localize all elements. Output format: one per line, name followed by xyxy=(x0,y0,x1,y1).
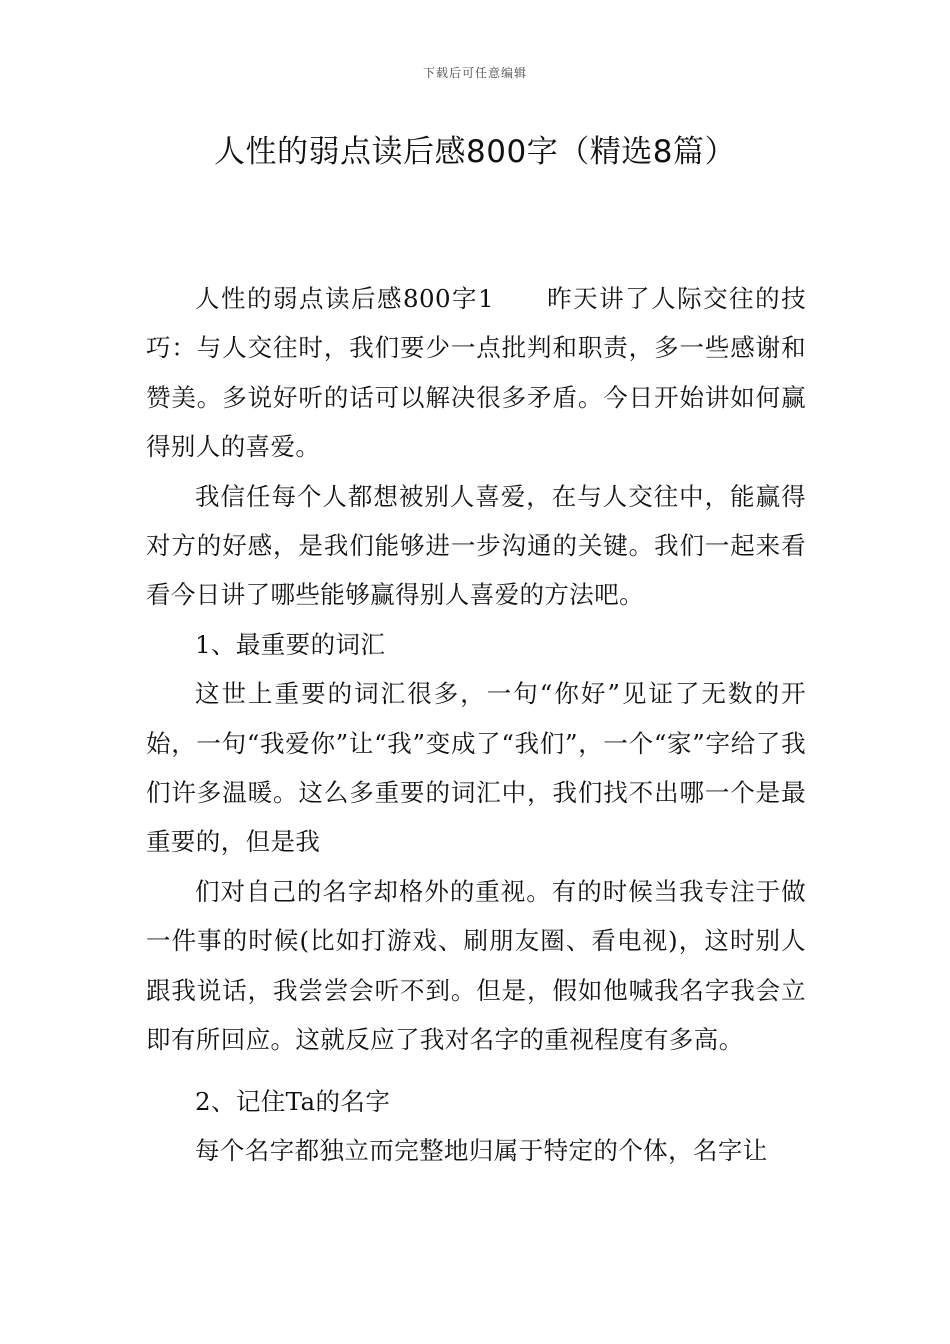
paragraph: 人性的弱点读后感800字1 昨天讲了人际交往的技巧：与人交往时，我们要少一点批判和职责，多一些感谢和赞美。多说好听的话可以解决很多矛盾。今日开始讲如何赢得别人的喜爱。 xyxy=(146,284,806,462)
document-body xyxy=(146,274,806,1175)
paragraph: 每个名字都独立而完整地归属于特定的个体，名字让 xyxy=(195,1135,768,1165)
section-heading: 2、记住Ta的名字 xyxy=(195,1086,391,1116)
paragraph: 们对自己的名字却格外的重视。有的时候当我专注于做一件事的时候(比如打游戏、刷朋友圈、看电视)，这时别人跟我说话，我尝尝会听不到。但是，假如他喊我名字我会立即有所回应。这就反应了我对名字的重视程度有多高。 xyxy=(146,876,806,1055)
header-note: 下载后可任意编辑 xyxy=(422,66,527,80)
paragraph: 我信任每个人都想被别人喜爱，在与人交往中，能赢得对方的好感，是我们能够进一步沟通的关键。我们一起来看看今日讲了哪些能够赢得别人喜爱的方法吧。 xyxy=(146,481,806,610)
section-heading: 1、最重要的词汇 xyxy=(195,629,386,659)
paragraph: 这世上重要的词汇很多，一句“你好”见证了无数的开始，一句“我爱你”让“我”变成了“我们”，一个“家”字给了我们许多温暖。这么多重要的词汇中，我们找不出哪一个是最重要的，但是我 xyxy=(146,679,806,857)
document-title: 人性的弱点读后感800字（精选8篇） xyxy=(214,134,736,170)
